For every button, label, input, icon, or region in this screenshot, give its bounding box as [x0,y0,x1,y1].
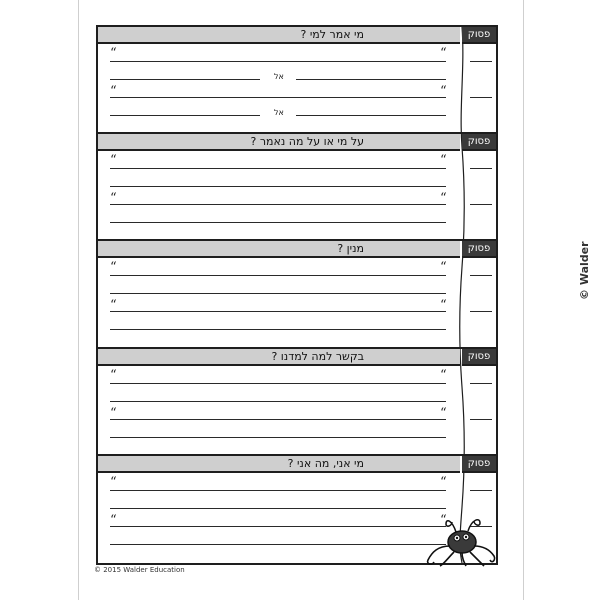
el-connector-label: אל [274,72,284,81]
section-header [98,349,460,366]
section-question-title: על מי או על מה נאמר ? [250,135,364,149]
quote-mark-close: “ [440,191,447,207]
quote-mark-open: “ [110,474,117,490]
section-header [98,27,460,44]
verse-number-line[interactable] [470,383,492,384]
pasuk-tab-label: פסוק [462,456,496,473]
worksheet-section [98,134,496,241]
quote-mark-open: “ [110,153,117,169]
quote-mark-open: “ [110,298,117,314]
verse-number-line[interactable] [470,311,492,312]
worksheet-section [98,349,496,456]
quote-mark-close: “ [440,474,447,490]
section-question-title: מי אמר למי ? [300,28,364,41]
writing-line[interactable] [110,311,446,312]
writing-line[interactable] [110,526,446,527]
writing-line[interactable] [110,383,446,384]
writing-line[interactable] [110,115,260,116]
pasuk-tab-label: פסוק [462,134,496,151]
worksheet-section [98,241,496,348]
writing-line[interactable] [110,204,446,205]
quote-mark-open: “ [110,260,117,276]
copyright-footer: © 2015 Walder Education [94,566,185,574]
verse-number-line[interactable] [470,419,492,420]
writing-line[interactable] [110,293,446,294]
quote-mark-close: “ [440,405,447,421]
writing-line[interactable] [110,490,446,491]
quote-mark-close: “ [440,260,447,276]
writing-line[interactable] [110,419,446,420]
pasuk-tab-label: פסוק [462,27,496,44]
el-connector-label: אל [274,108,284,117]
section-header [98,456,460,473]
writing-line[interactable] [110,222,446,223]
quote-mark-open: “ [110,84,117,99]
quote-mark-open: “ [110,46,117,61]
quote-mark-open: “ [110,367,117,383]
writing-line[interactable] [296,115,446,116]
worksheet-section [98,27,496,134]
worksheet-frame [96,25,498,565]
verse-number-line[interactable] [470,204,492,205]
section-header [98,134,460,151]
writing-line[interactable] [110,79,260,80]
quote-mark-close: “ [440,46,447,61]
section-header [98,241,460,258]
writing-line[interactable] [110,401,446,402]
writing-line[interactable] [110,508,446,509]
quote-mark-close: “ [440,298,447,314]
verse-number-line[interactable] [470,61,492,62]
writing-line[interactable] [110,329,446,330]
pasuk-tab-label: פסוק [462,349,496,366]
writing-line[interactable] [296,79,446,80]
quote-mark-close: “ [440,153,447,169]
writing-line[interactable] [110,275,446,276]
verse-number-line[interactable] [470,490,492,491]
writing-line[interactable] [110,168,446,169]
writing-line[interactable] [110,437,446,438]
pasuk-tab-label: פסוק [462,241,496,258]
copyright-side-label: © Walder [578,241,591,300]
section-question-title: מנין ? [337,242,364,256]
quote-mark-close: “ [440,512,447,528]
section-question-title: בקשר למה למדנו ? [271,349,364,363]
quote-mark-open: “ [110,405,117,421]
verse-number-line[interactable] [470,275,492,276]
bug-mascot-illustration [424,512,504,568]
writing-line[interactable] [110,97,446,98]
writing-line[interactable] [110,186,446,187]
verse-number-line[interactable] [470,168,492,169]
section-question-title: מי אני, מה אני ? [287,456,364,470]
quote-mark-open: “ [110,191,117,207]
quote-mark-close: “ [440,84,447,99]
writing-line[interactable] [110,544,446,545]
quote-mark-close: “ [440,367,447,383]
writing-line[interactable] [110,61,446,62]
verse-number-line[interactable] [470,97,492,98]
quote-mark-open: “ [110,512,117,528]
